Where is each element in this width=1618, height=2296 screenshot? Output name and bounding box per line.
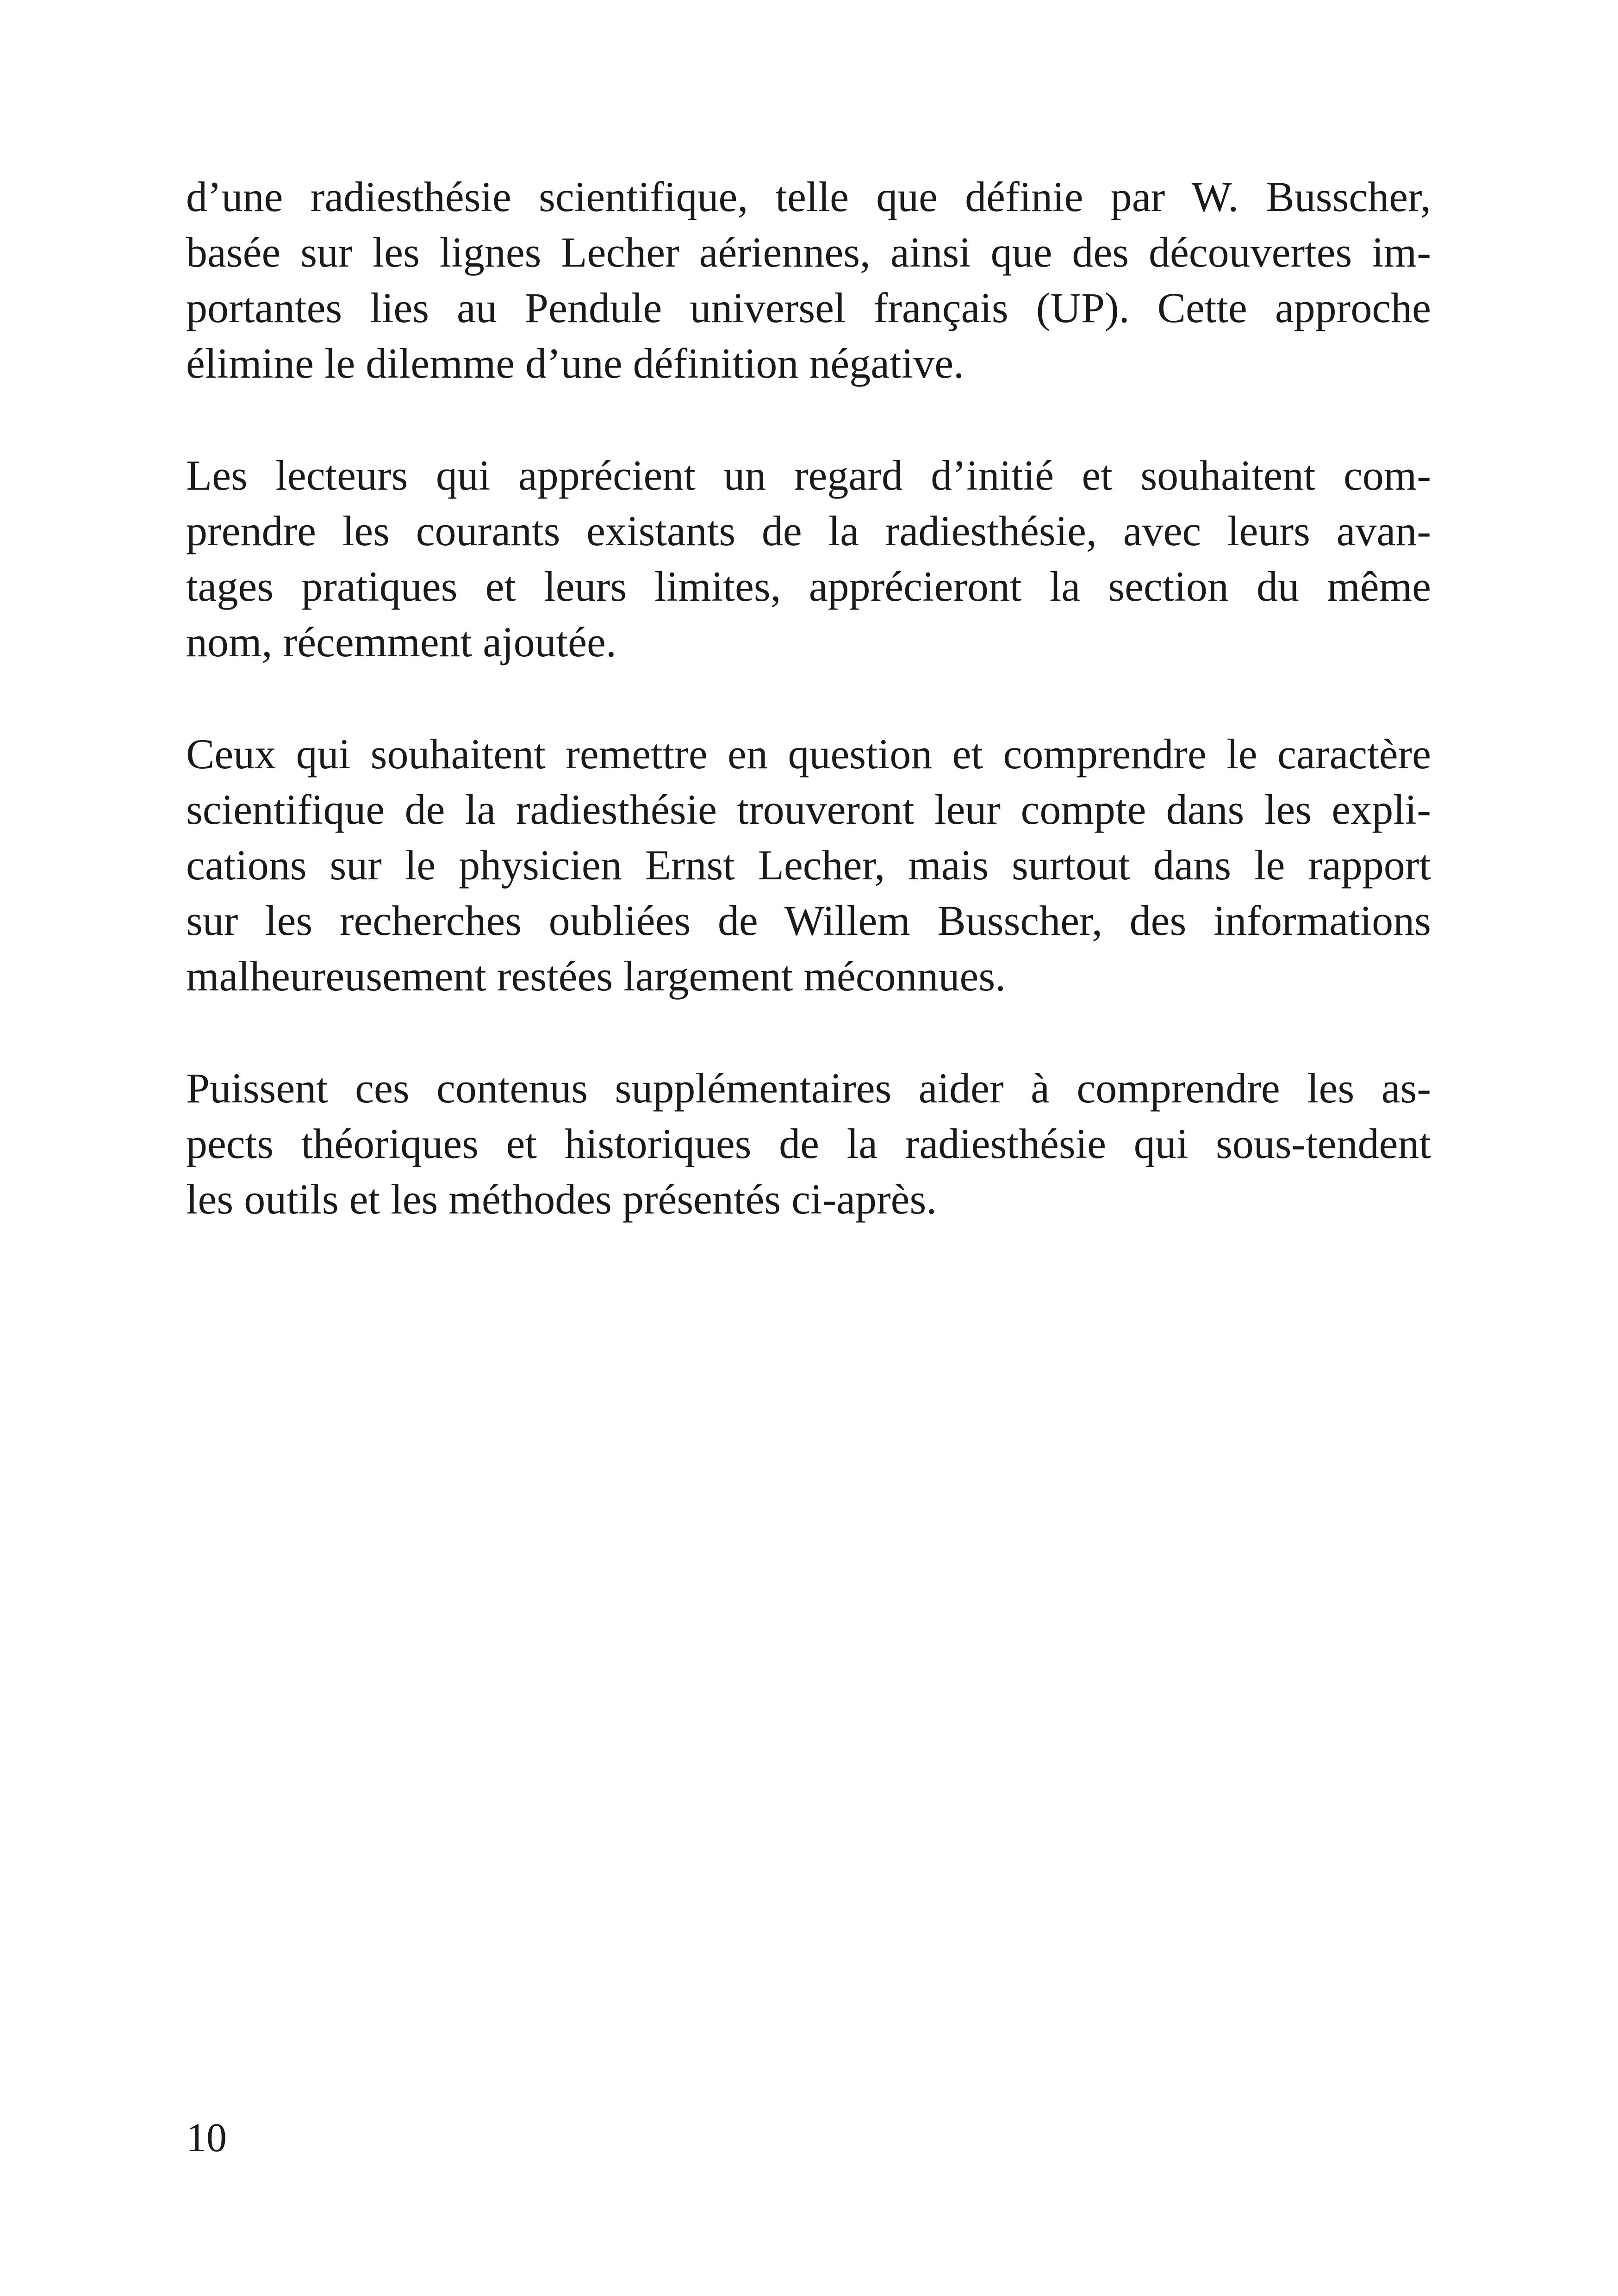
paragraph (186, 726, 1431, 1004)
text-line: cations sur le physicien Ernst Lecher, mais surtout dans le rapport (186, 841, 1431, 889)
text-line: tages pratiques et leurs limites, apprécieront la section du même (186, 563, 1431, 610)
text-line: scientifique de la radiesthésie trouveront leur compte dans les expli- (186, 786, 1431, 833)
text-line: Les lecteurs qui apprécient un regard d’initié et souhaitent com- (186, 452, 1431, 499)
text-line: Puissent ces contenus supplémentaires aider à comprendre les as- (186, 1064, 1431, 1112)
text-line: prendre les courants existants de la radiesthésie, avec leurs avan- (186, 507, 1431, 554)
text-line: nom, récemment ajoutée. (186, 618, 616, 666)
paragraph (186, 1060, 1431, 1227)
text-line: les outils et les méthodes présentés ci-après. (186, 1176, 937, 1223)
text-line: malheureusement restées largement méconnues. (186, 952, 1006, 1000)
body-text (186, 169, 1431, 1283)
text-line: élimine le dilemme d’une définition négative. (186, 340, 965, 387)
page-number: 10 (186, 2116, 227, 2160)
text-line: sur les recherches oubliées de Willem Busscher, des informations (186, 897, 1431, 944)
text-line: d’une radiesthésie scientifique, telle que définie par W. Busscher, (186, 173, 1431, 220)
paragraph (186, 448, 1431, 670)
text-line: pects théoriques et historiques de la radiesthésie qui sous-tendent (186, 1120, 1431, 1167)
text-line: Ceux qui souhaitent remettre en question et comprendre le caractère (186, 730, 1431, 778)
paragraph (186, 169, 1431, 391)
text-line: basée sur les lignes Lecher aériennes, ainsi que des découvertes im- (186, 229, 1431, 276)
text-line: portantes lies au Pendule universel français (UP). Cette approche (186, 284, 1431, 331)
